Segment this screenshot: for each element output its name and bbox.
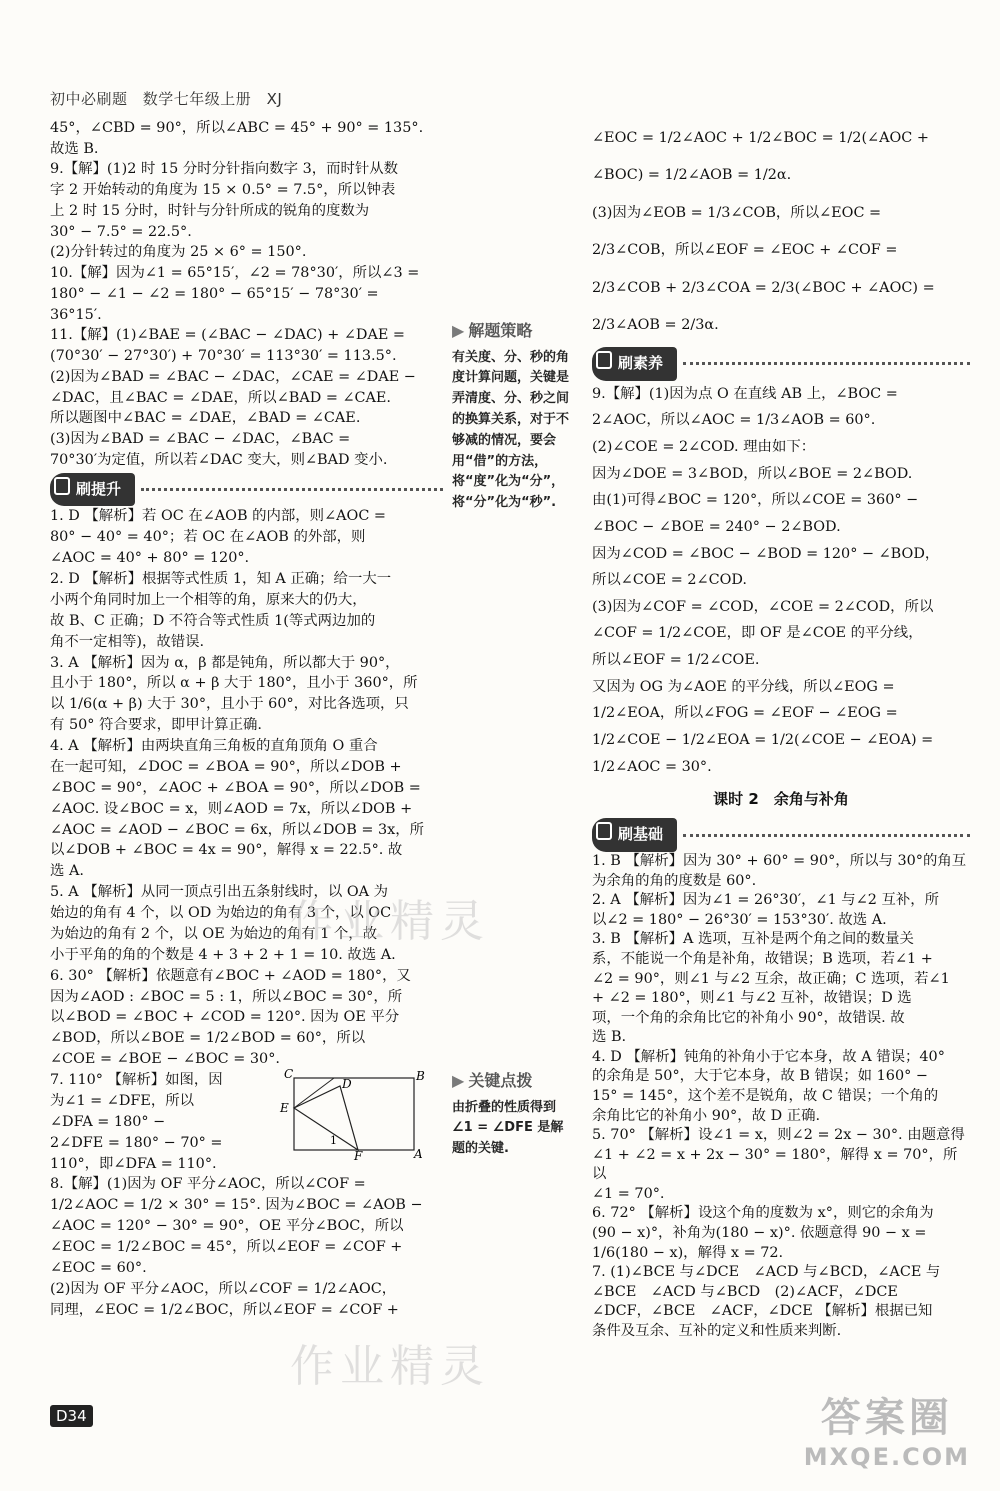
text-line: 5. 70° 【解析】设∠1 = x，则∠2 = 2x − 30°. 由题意得 [592,1127,965,1144]
right-column [592,120,970,1342]
text-line: 因为∠DOE = 3∠BOD，所以∠BOE = 2∠BOD. [592,465,913,482]
text-line: 以 1/6(α + β) 大于 30°，且小于 60°，对比各选项，只 [50,696,409,713]
banner-dots [683,362,970,365]
left-lines [50,118,443,470]
label-a: A [414,1147,423,1160]
fold-figure [278,1068,428,1160]
watermark-text: 作业精灵 [290,896,490,947]
banner-shua-tisheng [50,474,443,504]
lesson-title: 课时 2 余角与补角 [713,790,849,809]
text-line: 的余角是 50°，大于它本身，故 B 错误；如 160° − [592,1068,928,1085]
side-text: 由折叠的性质得到∠1 = ∠DFE 是解题的关键. [452,1099,564,1157]
watermark-logo [804,1386,970,1471]
label-1: 1 [330,1134,337,1147]
text-line: (2)因为∠BAD = ∠BAC − ∠DAC，∠CAE = ∠DAE − [50,368,416,385]
label-c: C [284,1068,294,1081]
label-d: D [342,1077,352,1091]
text-line: 5. A 【解析】从同一顶点引出五条射线时，以 OA 为 [50,884,389,901]
text-line: 为始边的角有 2 个，以 OE 为始边的角有 1 个，故 [50,925,378,942]
banner-dots [141,488,443,491]
rectangle [294,1078,414,1150]
label-e: E [280,1101,289,1115]
text-line: ∠EOC = 1/2∠AOC + 1/2∠BOC = 1/2(∠AOC + [592,130,929,146]
text-line: 因为∠AOD : ∠BOC = 5 : 1，所以∠BOC = 30°，所 [50,988,403,1005]
right-lines [592,120,970,345]
banner-label: 刷素养 [592,347,677,381]
text-line: 字 2 开始转动的角度为 15 × 0.5° = 7.5°，所以钟表 [50,182,396,199]
text-line: ∠COE = ∠BOE − ∠BOC = 30°. [50,1051,280,1068]
text-line: 系，不能说一个角是补角，故错误；B 选项，若∠1 + [592,950,933,967]
text-line: 始边的角有 4 个，以 OD 为始边的角有 3 个，以 OC [50,905,392,922]
text-line: 8.【解】(1)因为 OF 平分∠AOC，所以∠COF = [50,1176,366,1193]
text-line: 6. 72° 【解析】设这个角的度数为 x°，则它的余角为 [592,1205,934,1222]
text-line: 36°15′. [50,306,102,323]
text-line: 以∠BOD = ∠BOC + ∠COD = 120°. 因为 OE 平分 [50,1009,400,1026]
text-line: ∠BOC) = 1/2∠AOB = 1/2α. [592,167,792,184]
text-line: ∠BOD，所以∠BOE = 1/2∠BOD = 60°，所以 [50,1030,366,1047]
banner-shua-suyang [592,349,970,379]
text-line: 4. A 【解析】由两块直角三角板的直角顶角 O 重合 [50,738,378,755]
side-note-key [452,1068,572,1160]
text-line: 又因为 OG 为∠AOE 的平分线，所以∠EOG = [592,678,895,695]
fold-triangle [294,1086,358,1150]
side-text: 有关度、分、秒的角度计算问题，关键是弄清度、分、秒之间的换算关系，对于不够减的情况，要会用“借”的方法，将“度”化为“分”，将“分”化为“秒”. [452,349,570,511]
text-line: 15° = 145°，这个差不是锐角，故 C 错误；一个角的 [592,1088,939,1105]
text-line: 有 50° 符合要求，即甲计算正确. [50,717,262,734]
text-line: 2∠DFE = 180° − 70° = [50,1134,223,1151]
banner-label: 刷提升 [50,473,135,507]
right-lines-3 [592,852,970,1341]
label-f: F [354,1149,363,1160]
text-line: (2)分针转过的角度为 25 × 6° = 150°. [50,244,307,261]
arrow-icon: ▶ [452,1071,465,1090]
text-line: (3)因为∠EOB = 1/3∠COB，所以∠EOC = [592,204,882,221]
text-line: 3. B 【解析】A 选项，互补是两个角之间的数量关 [592,931,914,948]
text-line: 小两个角同时加上一个相等的角，原来大的仍大， [50,591,367,608]
text-line: 所以∠EOF = 1/2∠COE. [592,652,760,669]
text-line: 条件及互余、互补的定义和性质来判断. [592,1322,842,1339]
text-line: 选 A. [50,863,84,880]
text-line: 4. D 【解析】钝角的补角小于它本身，故 A 错误；40° [592,1048,945,1065]
text-line: 以∠2 = 180° − 26°30′ = 153°30′. 故选 A. [592,911,887,928]
text-line: 选 B. [592,1029,627,1046]
text-line: 1. D 【解析】若 OC 在∠AOB 的内部，则∠AOC = [50,508,386,525]
book-title: 初中必刷题 [50,90,128,108]
watermark-text-2: 作业精灵 [290,1341,490,1392]
text-line: 6. 30° 【解析】依题意有∠BOC + ∠AOD = 180°，又 [50,967,411,984]
logo-url: MXQE.COM [803,1443,970,1471]
text-line: 1/2∠AOC = 1/2 × 30° = 15°. 因为∠BOC = ∠AOB − [50,1197,423,1214]
text-line: ∠1 = 70°. [592,1185,665,1202]
text-line: (3)因为∠COF = ∠COD，∠COE = 2∠COD，所以 [592,598,934,615]
text-line: (2)因为 OF 平分∠AOC，所以∠COF = 1/2∠AOC， [50,1280,397,1297]
page-header [50,88,292,109]
text-line: ∠BCE ∠ACD 与∠BCD (2)∠ACF，∠DCE [592,1283,898,1300]
text-line: (90 − x)°，补角为(180 − x)°. 依题意得 90 − x = [592,1225,927,1242]
text-line: 为∠1 = ∠DFE，所以 [50,1092,195,1109]
text-line: 2/3∠AOB = 2/3α. [592,317,719,334]
text-line: ∠EOC = 60°. [50,1259,147,1276]
text-line: + ∠2 = 180°，则∠1 与∠2 互补，故错误；D 选 [592,990,912,1007]
text-line: ∠1 + ∠2 = x + 2x − 30° = 180°，解得 x = 70°，所以 [592,1146,958,1183]
text-line: 110°，即∠DFA = 110°. [50,1155,217,1172]
text-line: 为余角的角的度数是 60°. [592,872,757,889]
text-line: ∠DCF，∠BCE ∠ACF，∠DCE 【解析】根据已知 [592,1303,933,1320]
text-line: 1. B 【解析】因为 30° + 60° = 90°，所以与 30°的角互 [592,853,967,870]
text-line: 小于平角的角的个数是 4 + 3 + 2 + 1 = 10. 故选 A. [50,946,396,963]
text-line: ∠AOC = 40° + 80° = 120°. [50,550,250,567]
text-line: 9.【解】(1)2 时 15 分时分针指向数字 3，而时针从数 [50,161,399,178]
text-line: 11.【解】(1)∠BAE = (∠BAC − ∠DAC) + ∠DAE = [50,327,405,344]
text-line: ∠AOC = ∠AOD − ∠BOC = 6x，所以∠DOB = 3x，所 [50,821,425,838]
text-line: 在一起可知，∠DOC = ∠BOA = 90°，所以∠DOB + [50,758,402,775]
text-line: 9.【解】(1)因为点 O 在直线 AB 上，∠BOC = [592,385,898,402]
text-line: ∠EOC = 1/2∠BOC = 45°，所以∠EOF = ∠COF + [50,1239,403,1256]
banner-shua-jichu [592,820,970,850]
banner-label: 刷基础 [592,818,677,852]
text-line: 且小于 180°，所以 α + β 大于 180°，且小于 360°，所 [50,675,418,692]
text-line: 1/6(180 − x)，解得 x = 72. [592,1244,784,1261]
text-line: 所以∠COE = 2∠COD. [592,572,747,589]
text-line: 70°30′为定值，所以若∠DAC 变大，则∠BAD 变小. [50,451,388,468]
logo-text: 答案圈 [820,1395,953,1441]
text-line: 所以题图中∠BAC = ∠DAE，∠BAD = ∠CAE. [50,410,361,427]
right-lines-2 [592,381,970,781]
text-line: 1/2∠AOC = 30°. [592,758,712,775]
text-line: ∠DFA = 180° − [50,1113,166,1130]
text-line: 180° − ∠1 − ∠2 = 180° − 65°15′ − 78°30′ = [50,285,379,302]
text-line: ∠COF = 1/2∠COE，即 OF 是∠COE 的平分线， [592,625,923,642]
text-line: ∠DAC，且∠BAC = ∠DAE，所以∠BAD = ∠CAE. [50,389,391,406]
text-line: 2/3∠COB，所以∠EOF = ∠EOC + ∠COF = [592,242,898,259]
text-line: 1/2∠COE − 1/2∠EOA = 1/2(∠COE − ∠EOA) = [592,732,934,749]
side-title: 关键点拨 [468,1071,533,1090]
text-line: ∠2 = 90°，则∠1 与∠2 互余，故正确；C 选项，若∠1 [592,970,950,987]
fold-line [294,1078,334,1108]
text-line: 项，一个角的余角比它的补角小 90°，故错误. 故 [592,1009,905,1026]
edition-label: XJ [266,90,283,108]
text-line: 故选 B. [50,140,99,157]
text-line: 2∠AOC，所以∠AOC = 1/3∠AOB = 60°. [592,412,876,429]
side-note-strategy [452,318,572,514]
text-line: 由(1)可得∠BOC = 120°，所以∠COE = 360° − [592,492,919,509]
text-line: (3)因为∠BAD = ∠BAC − ∠DAC，∠BAC = [50,431,351,448]
text-line: 上 2 时 15 分时，时针与分针所成的锐角的度数为 [50,202,370,219]
text-line: 余角比它的补角小 90°，故 D 正确. [592,1107,821,1124]
text-line: ∠AOC. 设∠BOC = x，则∠AOD = 7x，所以∠DOB + [50,800,413,817]
text-line: 同理，∠EOC = 1/2∠BOC，所以∠EOF = ∠COF + [50,1301,399,1318]
text-line: (70°30′ − 27°30′) + 70°30′ = 113°30′ = 113.5°. [50,348,397,365]
text-line: 80° − 40° = 40°；若 OC 在∠AOB 的外部，则 [50,529,366,546]
text-line: 45°，∠CBD = 90°，所以∠ABC = 45° + 90° = 135°. [50,120,424,136]
text-line: 因为∠COD = ∠BOC − ∠BOD = 120° − ∠BOD， [592,545,940,562]
text-line: 角不一定相等)，故错误. [50,633,205,650]
text-line: ∠BOC − ∠BOE = 240° − 2∠BOD. [592,518,841,535]
text-line: ∠BOC = 90°，∠AOC + ∠BOA = 90°，所以∠DOB = [50,779,421,796]
text-line: 3. A 【解析】因为 α，β 都是钝角，所以都大于 90°， [50,654,400,671]
text-line: 7. (1)∠BCE 与∠DCE ∠ACD 与∠BCD，∠ACE 与 [592,1264,941,1281]
text-line: 2/3∠COB + 2/3∠COA = 2/3(∠BOC + ∠AOC) = [592,279,935,296]
text-line: 故 B、C 正确；D 不符合等式性质 1(等式两边加的 [50,612,376,629]
side-title: 解题策略 [468,321,533,340]
arrow-icon: ▶ [452,321,465,340]
page-number: D34 [50,1405,93,1427]
text-line: 7. 110° 【解析】如图，因 [50,1072,223,1089]
text-line: 2. A 【解析】因为∠1 = 26°30′，∠1 与∠2 互补，所 [592,892,940,909]
text-line: (2)∠COE = 2∠COD. 理由如下： [592,439,816,455]
text-line: 以∠DOB + ∠BOC = 4x = 90°，解得 x = 22.5°. 故 [50,842,403,859]
label-b: B [416,1069,425,1083]
text-line: 2. D 【解析】根据等式性质 1，知 A 正确；给一大一 [50,571,392,588]
text-line: 10.【解】因为∠1 = 65°15′，∠2 = 78°30′，所以∠3 = [50,265,420,282]
text-line: 1/2∠EOA，所以∠FOG = ∠EOF − ∠EOG = [592,705,898,722]
text-line: ∠AOC = 120° − 30° = 90°，OE 平分∠BOC，所以 [50,1218,404,1235]
text-line: 30° − 7.5° = 22.5°. [50,223,192,240]
subject-title: 数学七年级上册 [142,90,252,108]
banner-dots [683,834,970,837]
